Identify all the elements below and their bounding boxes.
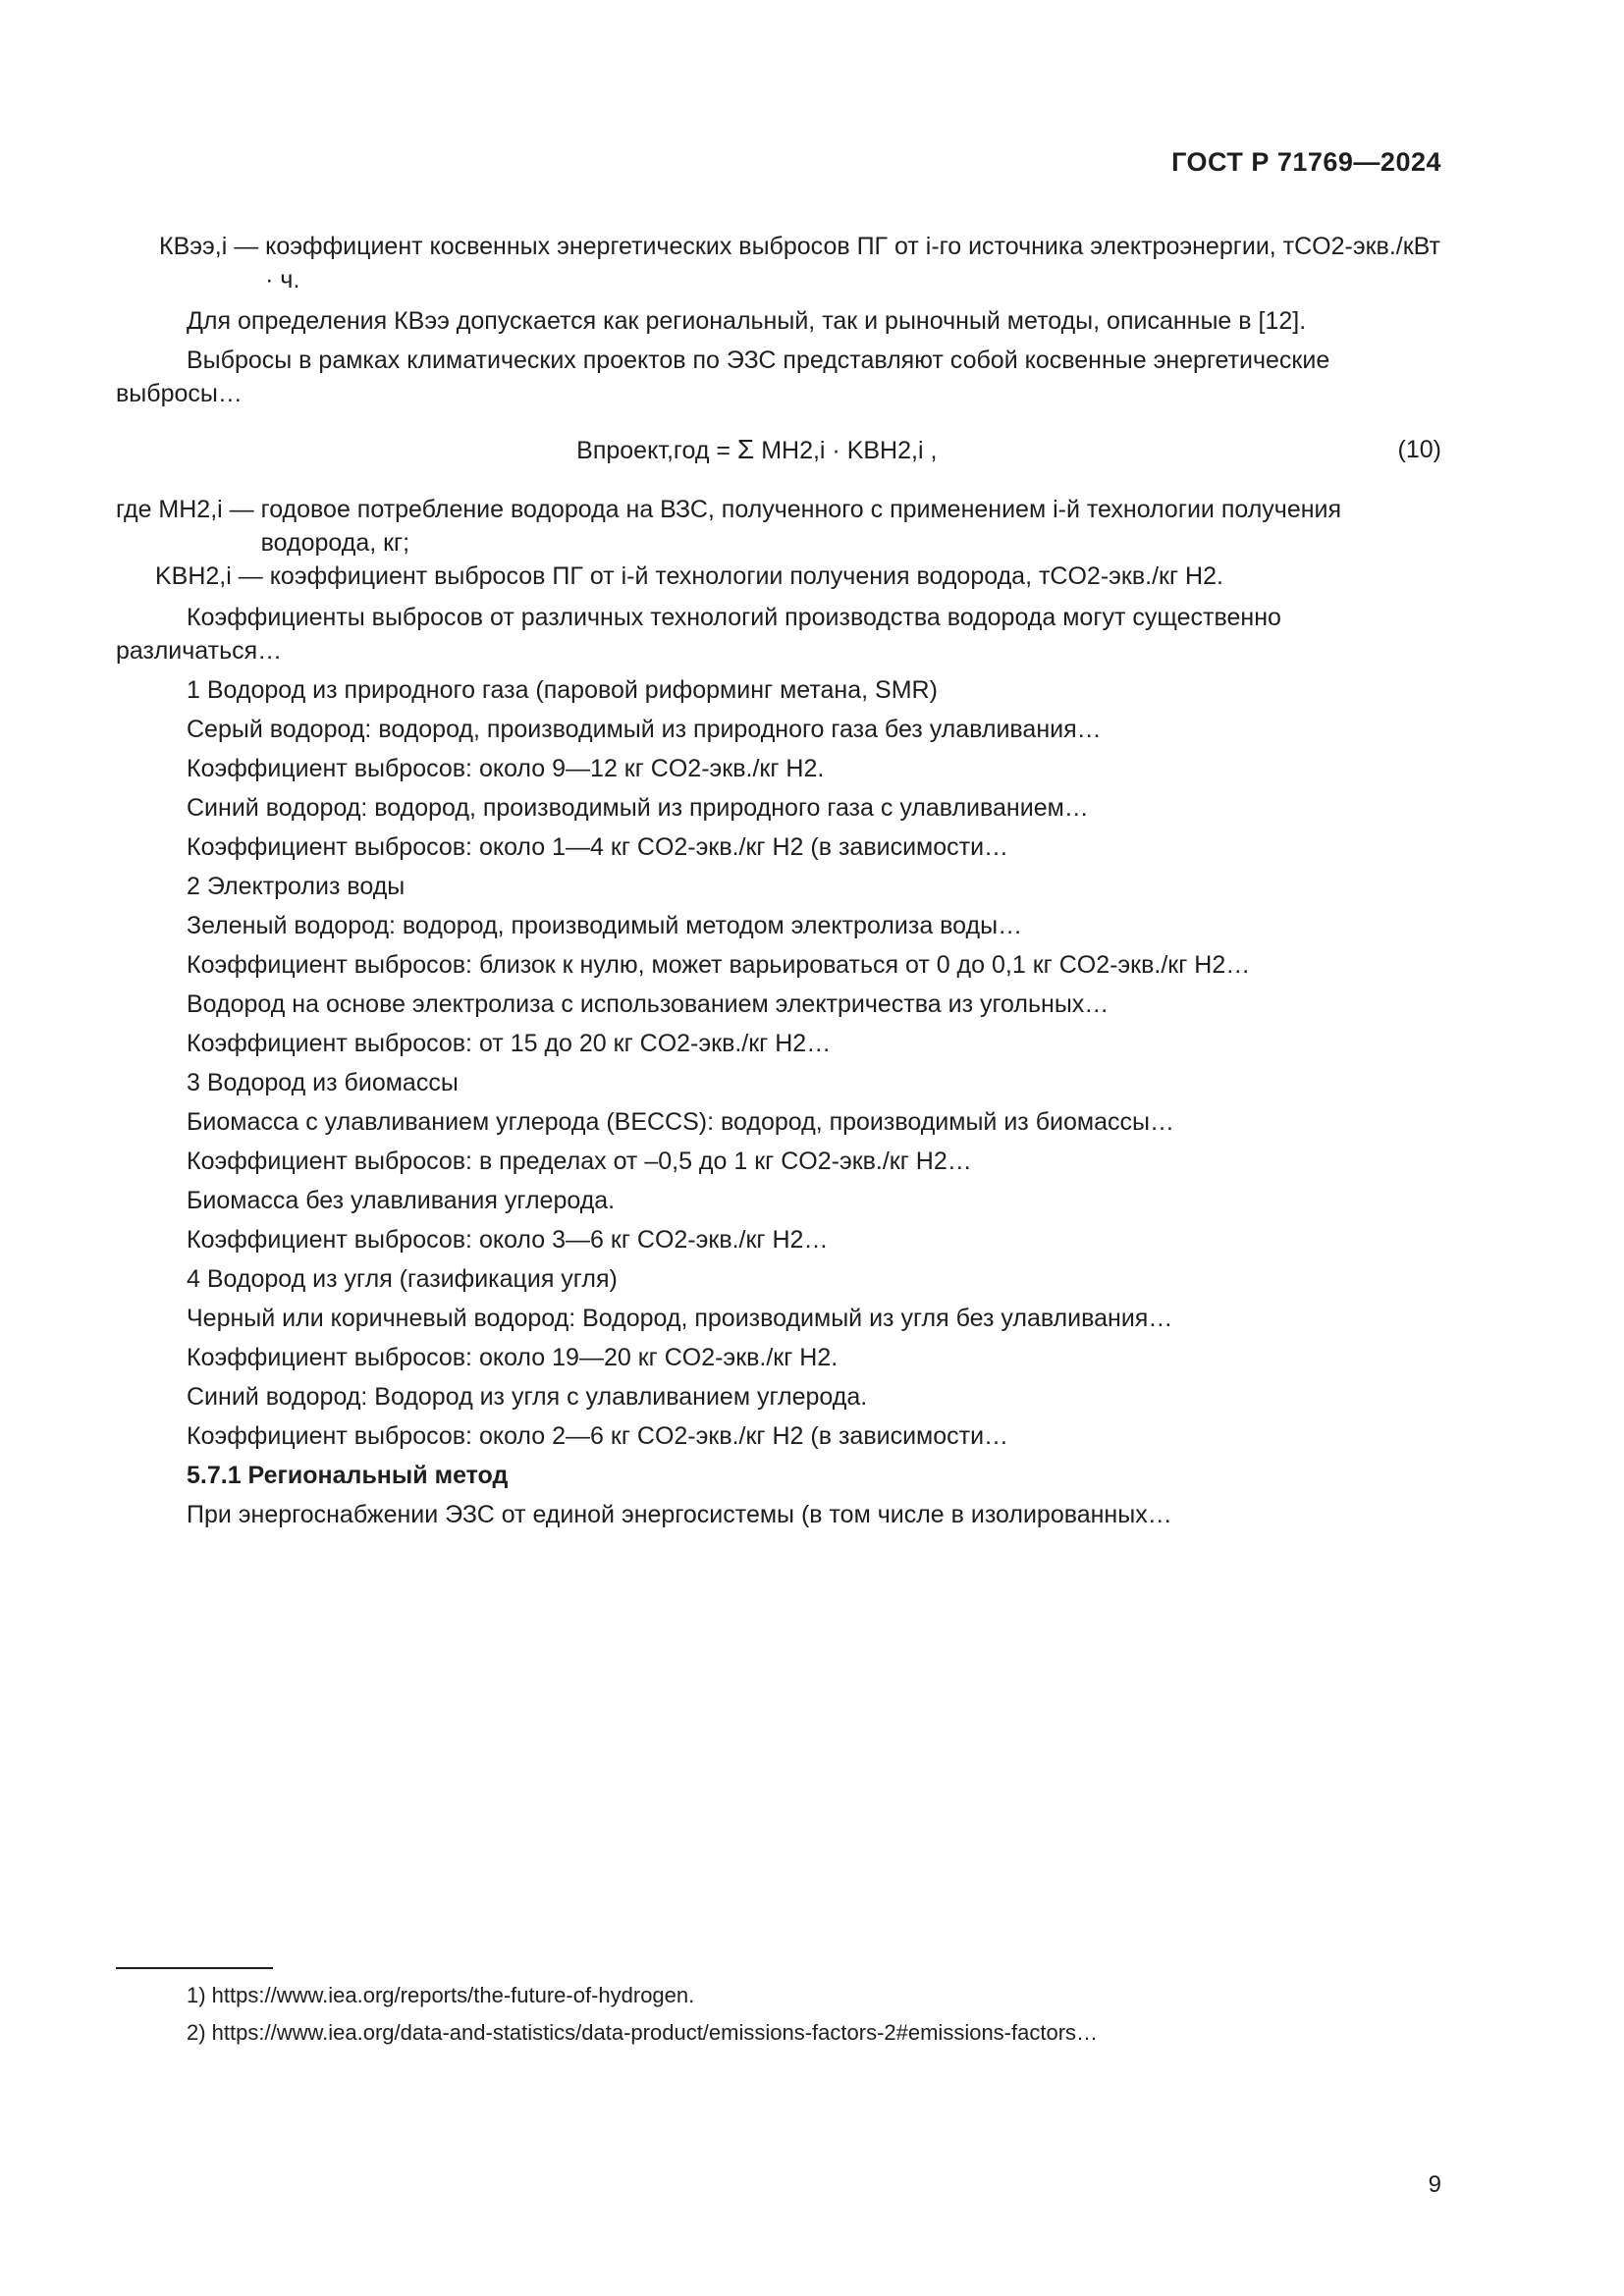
paragraph: Зеленый водород: водород, производимый методом электролиза воды… <box>187 912 1023 939</box>
emission-factor: Коэффициент выбросов: около 1—4 кг CO2-экв./кг H2 (в зависимости… <box>187 833 1009 861</box>
subsection-title: 2 Электролиз воды <box>187 873 406 900</box>
definition-list-formula <box>116 493 1441 593</box>
main-text <box>116 230 1441 1537</box>
paragraph: Черный или коричневый водород: Водород, производимый из угля без улавливания… <box>187 1305 1173 1332</box>
definition-term: КВээ,i — <box>159 233 259 260</box>
emission-factor: Коэффициент выбросов: от 15 до 20 кг CO2-экв./кг H2… <box>187 1030 832 1057</box>
definition-term: KBH2,i — <box>155 562 263 590</box>
footnotes <box>116 1981 1441 2056</box>
formula-rhs: MH2,i · KBH2,i , <box>761 436 938 464</box>
section-heading: 5.7.1 Региональный метод <box>187 1462 509 1489</box>
paragraph: Синий водород: Водород из угля с улавливанием углерода. <box>187 1383 868 1411</box>
paragraph: Синий водород: водород, производимый из природного газа с улавливанием… <box>187 794 1089 822</box>
paragraph: Биомасса с улавливанием углерода (BECCS): водород, производимый из биомассы… <box>187 1108 1174 1136</box>
definition-term: где MH2,i — <box>116 496 254 523</box>
paragraph: Коэффициенты выбросов от различных технологий производства водорода могут существенно различаться… <box>116 604 1281 665</box>
emission-factor: Коэффициент выбросов: около 9—12 кг CO2-экв./кг H2. <box>187 755 825 782</box>
definition-list-top <box>116 230 1441 296</box>
footnote: 2) https://www.iea.org/data-and-statistics/data-product/emissions-factors-2#emissions-factors… <box>187 2020 1099 2045</box>
emission-factor: Коэффициент выбросов: около 3—6 кг CO2-экв./кг H2… <box>187 1226 829 1254</box>
paragraph: Серый водород: водород, производимый из природного газа без улавливания… <box>187 716 1102 743</box>
formula-number: (10) <box>1397 436 1441 463</box>
page-number: 9 <box>1428 2171 1441 2198</box>
emission-factor: Коэффициент выбросов: близок к нулю, может варьироваться от 0 до 0,1 кг CO2-экв./кг H2… <box>187 951 1251 979</box>
subsection-title: 4 Водород из угля (газификация угля) <box>187 1265 618 1293</box>
paragraph: При энергоснабжении ЭЗС от единой энергосистемы (в том числе в изолированных… <box>187 1501 1172 1528</box>
sum-sign: Σ <box>736 433 755 464</box>
formula-row <box>116 420 1441 479</box>
paragraph: Для определения КВээ допускается как региональный, так и рыночный методы, описанные в [12]. <box>187 307 1307 335</box>
footnote: 1) https://www.iea.org/reports/the-future-of-hydrogen. <box>187 1983 695 2007</box>
subsection-title: 1 Водород из природного газа (паровой риформинг метана, SMR) <box>187 676 938 704</box>
subsection-title: 3 Водород из биомассы <box>187 1069 459 1096</box>
paragraph: Выбросы в рамках климатических проектов по ЭЗС представляют собой косвенные энергетические выбросы… <box>116 347 1330 407</box>
emission-factor: Коэффициент выбросов: около 2—6 кг CO2-экв./кг H2 (в зависимости… <box>187 1422 1009 1450</box>
emission-factor: Коэффициент выбросов: около 19—20 кг CO2-экв./кг H2. <box>187 1344 839 1371</box>
definition-text: коэффициент выбросов ПГ от i-й технологии получения водорода, тCO2-экв./кг H2. <box>269 562 1223 590</box>
paragraph: Биомасса без улавливания углерода. <box>187 1187 616 1214</box>
emission-factor: Коэффициент выбросов: в пределах от –0,5 до 1 кг CO2-экв./кг H2… <box>187 1148 972 1175</box>
definition-text: годовое потребление водорода на ВЗС, полученного с применением i-й технологии получения водорода, кг; <box>260 496 1342 557</box>
definition-item <box>116 493 1441 560</box>
paragraph: Водород на основе электролиза с использованием электричества из угольных… <box>187 990 1110 1018</box>
definition-item <box>116 230 1441 296</box>
document-header: ГОСТ Р 71769—2024 <box>1171 147 1441 177</box>
formula-lhs: Впроект,год = <box>576 436 731 464</box>
definition-text: коэффициент косвенных энергетических выбросов ПГ от i-го источника электроэнергии, тCO2-экв./кВт · ч. <box>265 233 1440 294</box>
footnote-separator <box>116 1967 273 1969</box>
definition-item <box>116 560 1441 593</box>
formula <box>116 433 1398 467</box>
